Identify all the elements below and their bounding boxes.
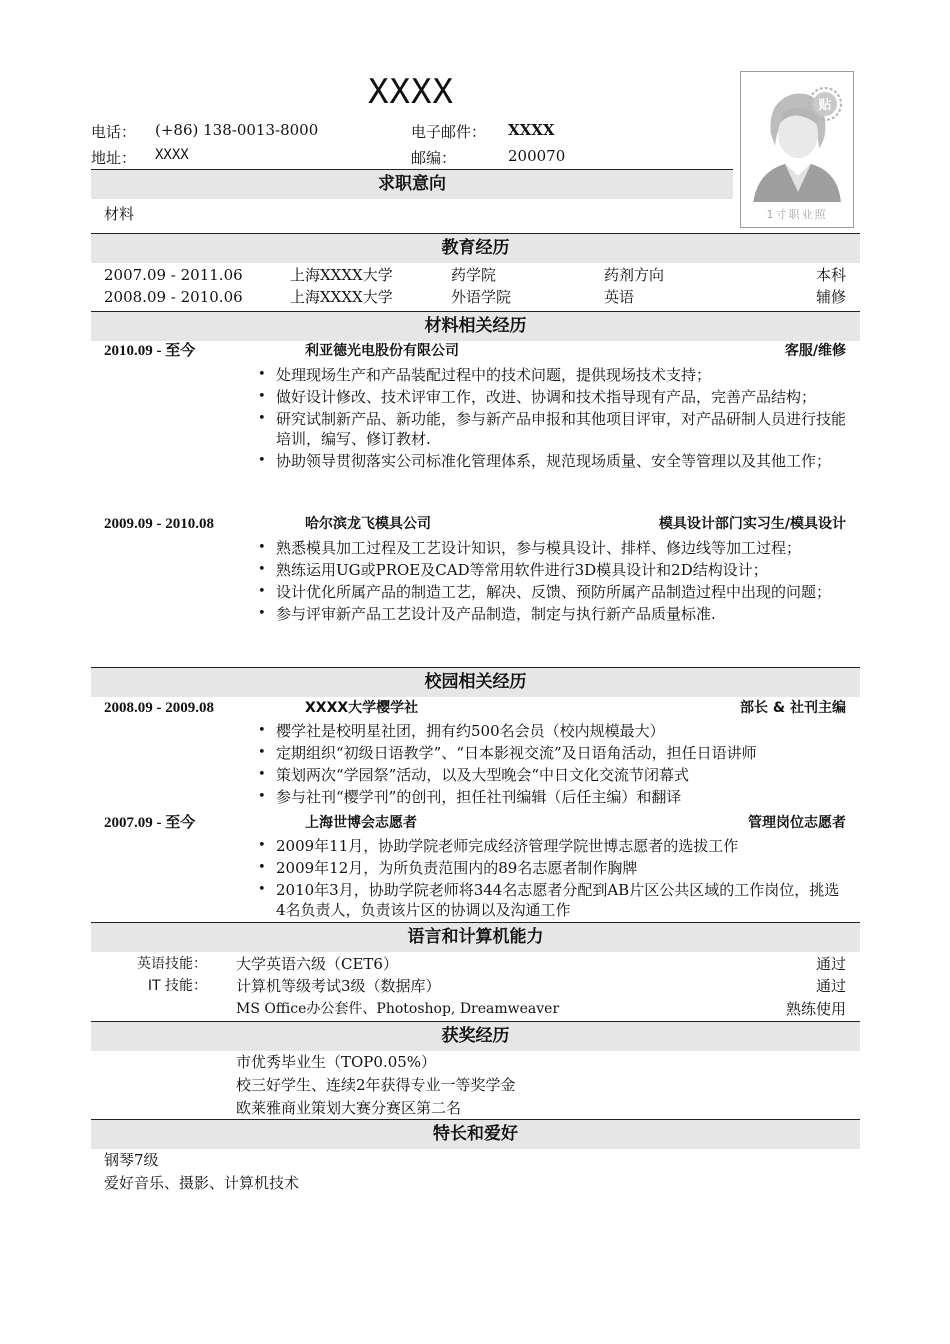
- education-school: 上海XXXX大学: [290, 288, 393, 306]
- job-role: 模具设计部门实习生/模具设计: [658, 516, 846, 532]
- list-item: • 策划两次“学园祭”活动，以及大型晚会“中日文化交流节闭幕式: [258, 765, 848, 785]
- skill-text: 大学英语六级（CET6）: [236, 955, 398, 973]
- email-value: XXXX: [508, 121, 555, 139]
- list-item: • 协助领导贯彻落实公司标准化管理体系，规范现场质量、安全等管理以及其他工作；: [258, 451, 848, 471]
- campus-duties-list: [258, 836, 848, 922]
- campus-period: 2008.09 - 2009.08: [104, 700, 214, 716]
- list-item: • 研究试制新产品、新功能，参与新产品申报和其他项目评审，对产品研制人员进行技能培训，编写、修订教材.: [258, 409, 848, 449]
- phone-value: (+86) 138-0013-8000: [155, 121, 319, 139]
- zip-label: 邮编：: [411, 149, 457, 167]
- section-education-title: 教育经历: [91, 233, 860, 263]
- job-period: 2010.09 - 至今: [104, 343, 196, 359]
- education-period: 2007.09 - 2011.06: [104, 266, 243, 284]
- skill-level: 熟练使用: [785, 1000, 846, 1018]
- contact-row-1: [91, 121, 731, 143]
- objective-text: 材料: [104, 205, 135, 223]
- address-value: XXXX: [155, 147, 189, 163]
- list-item: • 熟悉模具加工过程及工艺设计知识，参与模具设计、排样、修边线等加工过程；: [258, 538, 848, 558]
- email-label: 电子邮件：: [411, 123, 487, 141]
- education-degree: 辅修: [815, 288, 846, 306]
- skill-text: MS Office办公套件、Photoshop, Dreamweaver: [236, 1001, 560, 1017]
- address-label: 地址：: [91, 149, 137, 167]
- campus-org: XXXX大学樱学社: [305, 700, 419, 716]
- campus-org: 上海世博会志愿者: [305, 815, 417, 831]
- list-item: • 2009年12月，为所负责范围内的89名志愿者制作胸牌: [258, 858, 848, 878]
- list-item: • 2009年11月，协助学院老师完成经济管理学院世博志愿者的选拔工作: [258, 836, 848, 856]
- section-work-title: 材料相关经历: [91, 311, 860, 341]
- list-item: • 参与社刊“樱学刊”的创刊，担任社刊编辑（后任主编）和翻译: [258, 787, 848, 807]
- photo-stamp: 贴: [818, 98, 832, 113]
- list-item: • 定期组织“初级日语教学”、“日本影视交流”及日语角活动，担任日语讲师: [258, 743, 848, 763]
- skill-label: 英语技能：: [137, 956, 207, 972]
- education-major: 药剂方向: [604, 266, 665, 284]
- job-company: 哈尔滨龙飞模具公司: [305, 516, 431, 532]
- zip-value: 200070: [508, 147, 566, 165]
- campus-duties-list: [258, 721, 848, 809]
- skill-label: IT 技能：: [147, 978, 207, 994]
- job-period: 2009.09 - 2010.08: [104, 516, 214, 532]
- section-skills-title: 语言和计算机能力: [91, 922, 860, 952]
- education-major: 英语: [604, 288, 635, 306]
- section-hobbies-title: 特长和爱好: [91, 1119, 860, 1149]
- campus-period: 2007.09 - 至今: [104, 815, 196, 831]
- job-duties-list: [258, 538, 848, 626]
- education-degree: 本科: [815, 266, 846, 284]
- education-college: 药学院: [451, 266, 497, 284]
- list-item: • 参与评审新产品工艺设计及产品制造，制定与执行新产品质量标准.: [258, 604, 848, 624]
- section-objective-title: 求职意向: [91, 169, 733, 199]
- list-item: • 樱学社是校明星社团，拥有约500名会员（校内规模最大）: [258, 721, 848, 741]
- phone-label: 电话：: [91, 123, 137, 141]
- education-school: 上海XXXX大学: [290, 266, 393, 284]
- award-item: 市优秀毕业生（TOP0.05%）: [236, 1053, 437, 1071]
- portrait-icon: [741, 72, 853, 227]
- education-period: 2008.09 - 2010.06: [104, 288, 243, 306]
- job-company: 利亚德光电股份有限公司: [305, 343, 459, 359]
- skill-level: 通过: [815, 977, 846, 995]
- photo-caption: 1寸职业照: [766, 208, 828, 221]
- list-item: • 处理现场生产和产品装配过程中的技术问题，提供现场技术支持；: [258, 365, 848, 385]
- contact-row-2: [91, 147, 731, 169]
- list-item: • 2010年3月，协助学院老师将344名志愿者分配到AB片区公共区域的工作岗位，挑选4名负责人，负责该片区的协调以及沟通工作: [258, 880, 848, 920]
- list-item: • 熟练运用UG或PROE及CAD等常用软件进行3D模具设计和2D结构设计；: [258, 560, 848, 580]
- education-college: 外语学院: [451, 288, 512, 306]
- award-item: 欧莱雅商业策划大赛分赛区第二名: [236, 1099, 462, 1117]
- job-duties-list: [258, 365, 848, 473]
- campus-role: 部长 & 社刊主编: [740, 700, 846, 716]
- campus-role: 管理岗位志愿者: [748, 815, 846, 831]
- hobby-item: 钢琴7级: [104, 1151, 159, 1169]
- skill-level: 通过: [815, 955, 846, 973]
- list-item: • 设计优化所属产品的制造工艺，解决、反馈、预防所属产品制造过程中出现的问题；: [258, 582, 848, 602]
- skill-text: 计算机等级考试3级（数据库）: [236, 977, 441, 995]
- hobby-item: 爱好音乐、摄影、计算机技术: [104, 1174, 300, 1192]
- award-item: 校三好学生、连续2年获得专业一等奖学金: [236, 1076, 516, 1094]
- job-role: 客服/维修: [784, 343, 846, 359]
- section-campus-title: 校园相关经历: [91, 667, 860, 697]
- photo-placeholder: [740, 71, 854, 228]
- section-awards-title: 获奖经历: [91, 1021, 860, 1051]
- list-item: • 做好设计修改、技术评审工作，改进、协调和技术指导现有产品，完善产品结构；: [258, 387, 848, 407]
- candidate-name: XXXX: [368, 72, 454, 112]
